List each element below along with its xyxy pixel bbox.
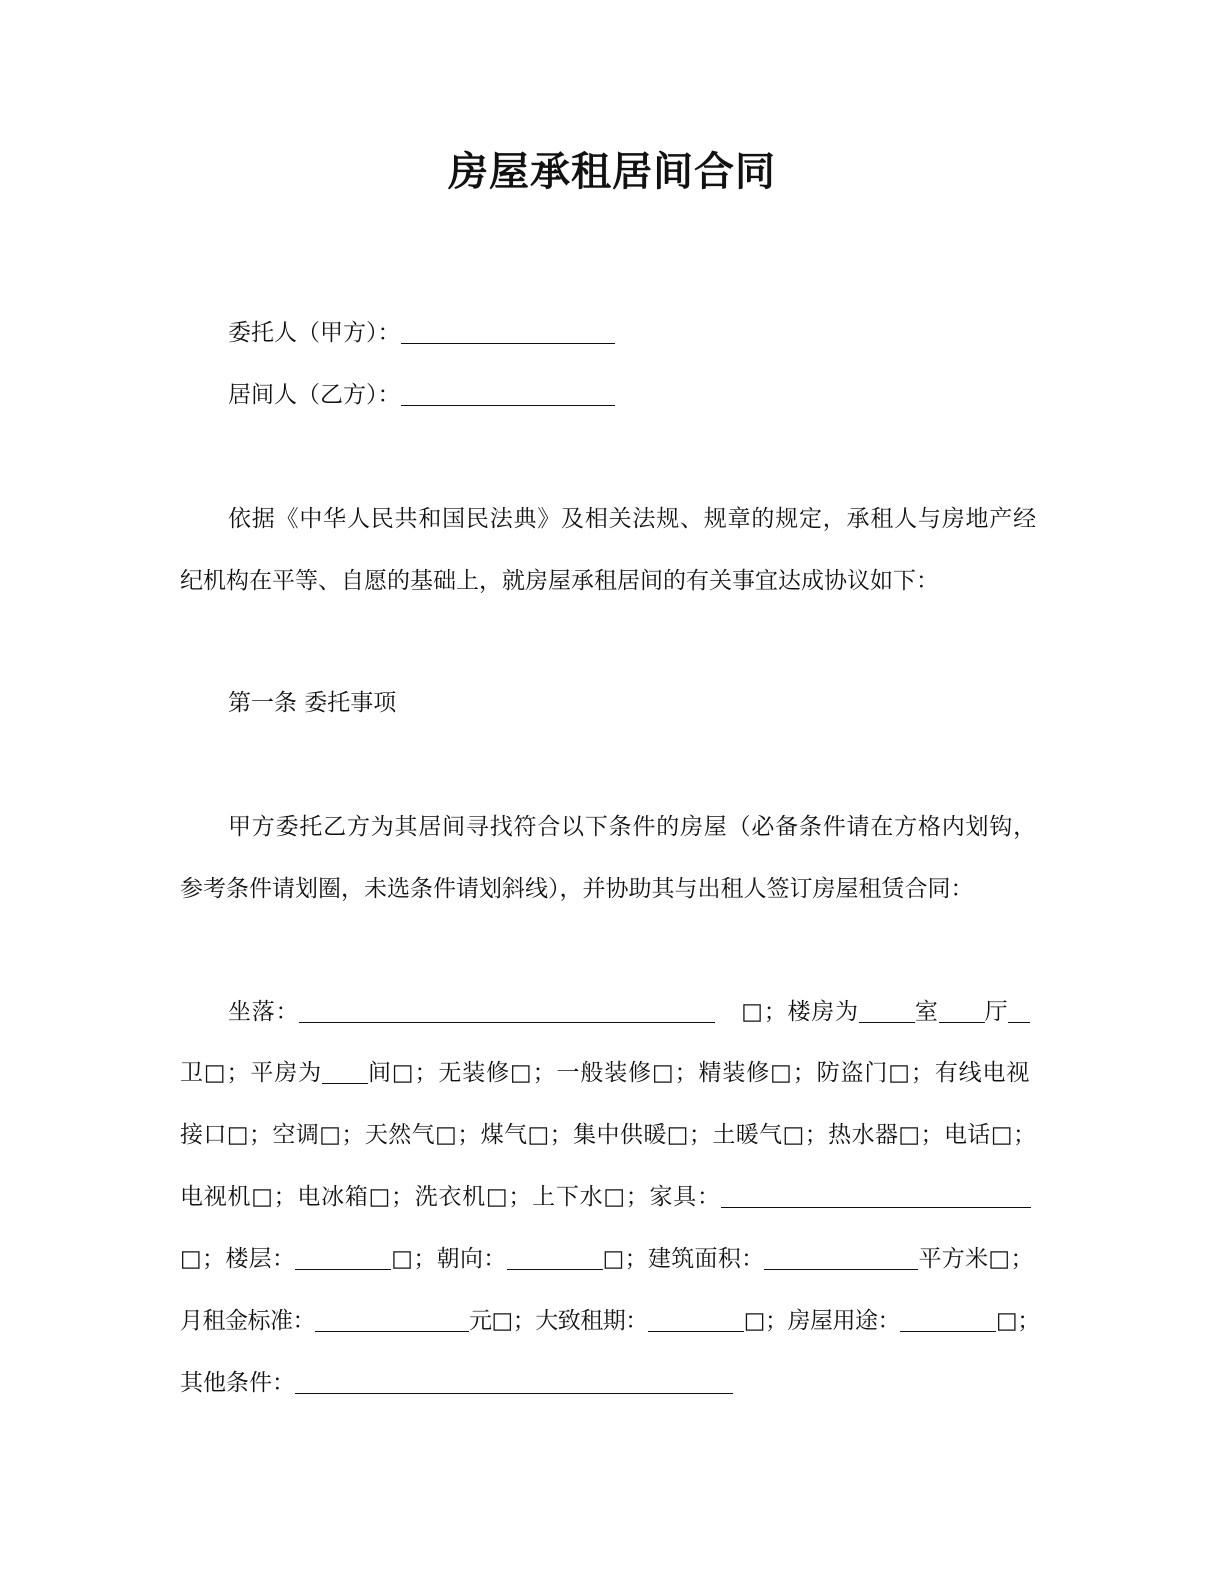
- bath-bungalow-label: 卫□；平房为: [180, 1060, 323, 1086]
- usage-label: □；房屋用途：: [743, 1308, 900, 1334]
- decoration-options: 间□；无装修□；一般装修□；精装修□；防盗门□；有线电视: [368, 1060, 1031, 1086]
- condition-line-2: [180, 1056, 1030, 1090]
- condition-line-6: [180, 1304, 1040, 1338]
- usage-blank[interactable]: [900, 1309, 996, 1332]
- preamble-line-1: 依据《中华人民共和国民法典》及相关法规、规章的规定，承租人与房地产经: [228, 506, 1037, 532]
- lease-term-blank[interactable]: [648, 1309, 744, 1332]
- area-label: □；建筑面积：: [602, 1246, 765, 1272]
- condition-line-5: [180, 1242, 1034, 1276]
- client-label: 委托人（甲方）：: [228, 320, 401, 346]
- area-blank[interactable]: [764, 1247, 918, 1270]
- location-blank[interactable]: [299, 1000, 715, 1023]
- bungalow-room-blank[interactable]: [322, 1061, 368, 1084]
- condition-line-3: 接口□；空调□；天然气□；煤气□；集中供暖□；土暖气□；热水器□；电话□；: [180, 1122, 1037, 1148]
- orientation-blank[interactable]: [507, 1247, 603, 1270]
- preamble-line-2: 纪机构在平等、自愿的基础上，就房屋承租居间的有关事宜达成协议如下：: [180, 568, 939, 594]
- article1-intro-line-2: 参考条件请划圈，未选条件请划斜线），并协助其与出租人签订房屋租赁合同：: [180, 876, 974, 902]
- area-unit-label: 平方米□；: [918, 1246, 1034, 1272]
- lease-term-label: 元□；大致租期：: [469, 1308, 648, 1334]
- room-label: 室: [914, 999, 939, 1025]
- rent-label: 月租金标准：: [180, 1308, 315, 1334]
- agent-label: 居间人（乙方）：: [228, 382, 401, 408]
- article1-intro-line-1: 甲方委托乙方为其居间寻找符合以下条件的房屋（必备条件请在方格内划钩，: [228, 814, 1037, 840]
- hall-count-blank[interactable]: [939, 1000, 985, 1023]
- other-conditions-label: 其他条件：: [180, 1370, 295, 1396]
- floor-label: □；楼层：: [180, 1246, 296, 1272]
- orientation-label: □；朝向：: [391, 1246, 507, 1272]
- agent-party-line: [228, 378, 615, 412]
- client-party-line: [228, 316, 615, 350]
- client-name-blank[interactable]: [401, 321, 615, 344]
- appliance-options: 电视机□；电冰箱□；洗衣机□；上下水□；家具：: [180, 1184, 721, 1210]
- room-count-blank[interactable]: [859, 1000, 915, 1023]
- location-label: 坐落：: [228, 999, 300, 1025]
- usage-checkbox: □；: [995, 1308, 1040, 1334]
- article1-heading: 第一条 委托事项: [228, 690, 397, 716]
- other-conditions-blank[interactable]: [295, 1371, 733, 1394]
- location-checkbox-building-label: □；楼房为: [741, 999, 859, 1025]
- condition-line-7: [180, 1366, 733, 1400]
- rent-blank[interactable]: [315, 1309, 469, 1332]
- bath-count-blank[interactable]: [1008, 1000, 1030, 1023]
- document-title: 房屋承租居间合同: [448, 149, 776, 195]
- floor-blank[interactable]: [295, 1247, 391, 1270]
- condition-line-4: [180, 1180, 1031, 1214]
- condition-line-1: [228, 995, 1030, 1029]
- agent-name-blank[interactable]: [401, 383, 615, 406]
- hall-label: 厅: [984, 999, 1009, 1025]
- furniture-blank[interactable]: [721, 1185, 1031, 1208]
